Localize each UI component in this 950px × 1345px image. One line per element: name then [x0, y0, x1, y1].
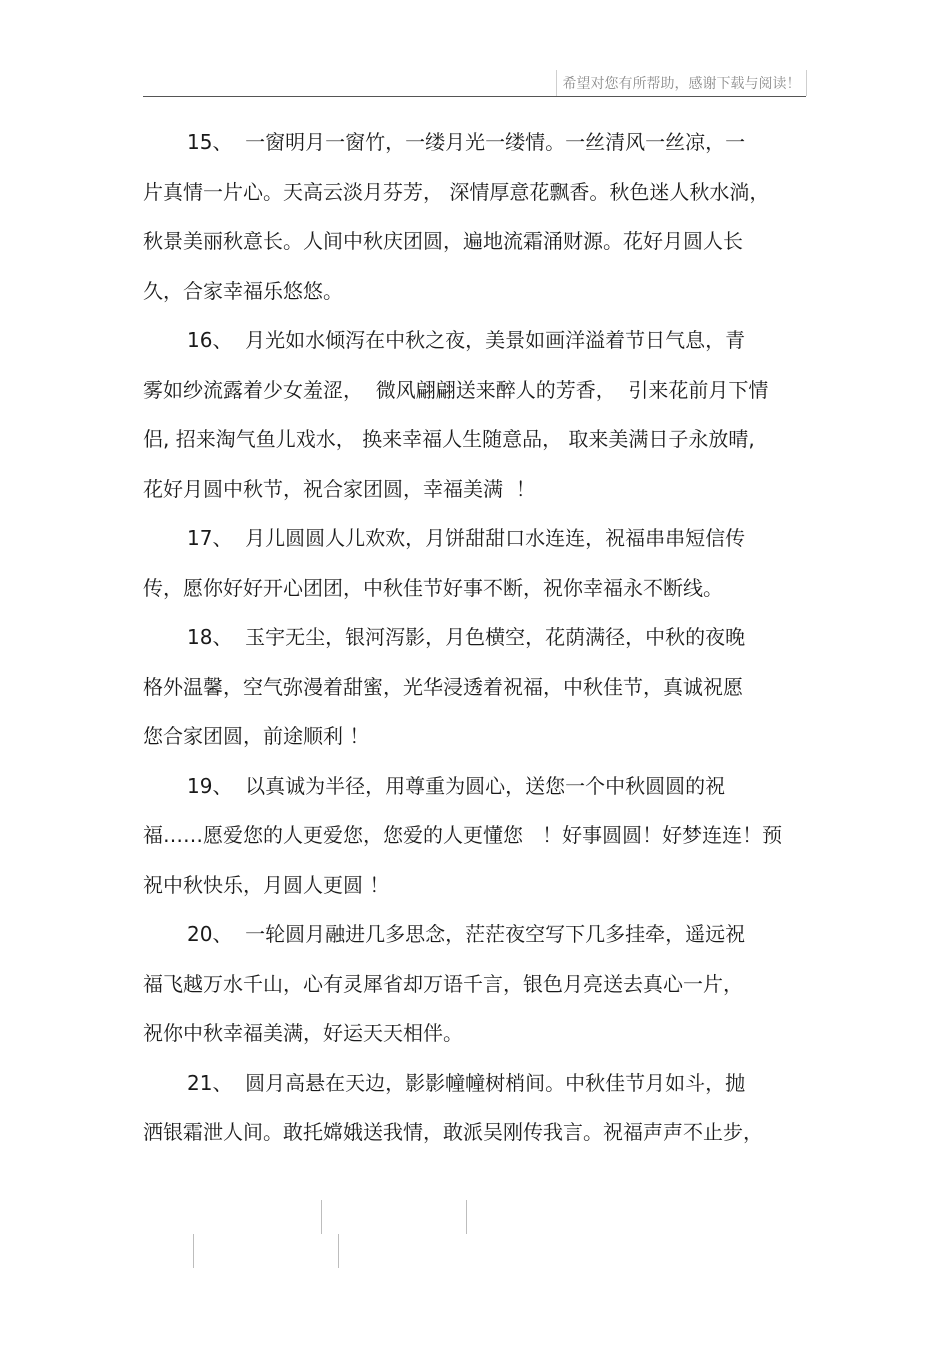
document-body [143, 118, 813, 1158]
paragraph-16 [143, 316, 813, 514]
paragraph-19 [143, 762, 813, 911]
paragraph-20 [143, 910, 813, 1059]
text-line: 福飞越万水千山，心有灵犀省却万语千言，银色月亮送去真心一片， [143, 971, 743, 996]
text-line: 您合家团圆，前途顺利 ！ [143, 724, 370, 748]
text-line: 15、 一窗明月一窗竹，一缕月光一缕情。一丝清风一丝凉，一 [187, 130, 746, 154]
text-line: 片真情一片心。天高云淡月芬芳， 深情厚意花飘香。秋色迷人秋水淌， [143, 179, 770, 204]
table-fragment-line [466, 1200, 467, 1234]
text-line: 久，合家幸福乐悠悠。 [143, 278, 343, 303]
text-line: 18、 玉宇无尘，银河泻影，月色横空，花荫满径，中秋的夜晚 [187, 625, 746, 649]
text-line: 20、 一轮圆月融进几多思念，茫茫夜空写下几多挂牵，遥远祝 [187, 922, 746, 946]
text-line: 洒银霜泄人间。敢托嫦娥送我情，敢派吴刚传我言。祝福声声不止步， [143, 1120, 763, 1144]
table-fragment-line [338, 1234, 339, 1268]
text-line: 21、 圆月高悬在天边，影影幢幢树梢间。中秋佳节月如斗，抛 [187, 1070, 746, 1095]
header-note: 希望对您有所帮助，感谢下载与阅读！ [556, 70, 807, 96]
text-line: 17、 月儿圆圆人儿欢欢，月饼甜甜口水连连，祝福串串短信传 [187, 526, 746, 550]
table-fragment-line [321, 1200, 322, 1234]
text-line: 侣, 招来淘气鱼儿戏水， 换来幸福人生随意品， 取来美满日子永放晴, [143, 427, 755, 451]
text-line: 雾如纱流露着少女羞涩， 微风翩翩送来醉人的芳香， 引来花前月下情 [143, 377, 769, 402]
text-line: 福……愿爱您的人更爱您，您爱的人更懂您 ！好事圆圆！好梦连连！预 [143, 823, 783, 847]
text-line: 传，愿你好好开心团团，中秋佳节好事不断，祝你幸福永不断线。 [143, 575, 723, 600]
text-line: 格外温馨，空气弥漫着甜蜜，光华浸透着祝福，中秋佳节，真诚祝愿 [143, 674, 743, 699]
header-rule [143, 96, 806, 97]
paragraph-15 [143, 118, 813, 316]
table-fragment-line [193, 1234, 194, 1268]
text-line: 秋景美丽秋意长。人间中秋庆团圆，遍地流霜涌财源。花好月圆人长 [143, 229, 743, 253]
text-line: 16、 月光如水倾泻在中秋之夜，美景如画洋溢着节日气息，青 [187, 328, 746, 352]
paragraph-21 [143, 1059, 813, 1158]
text-line: 祝中秋快乐，月圆人更圆 ！ [143, 872, 390, 897]
text-line: 19、 以真诚为半径，用尊重为圆心，送您一个中秋圆圆的祝 [187, 773, 726, 798]
text-line: 祝你中秋幸福美满，好运天天相伴。 [143, 1021, 463, 1045]
text-line: 花好月圆中秋节，祝合家团圆，幸福美满 ！ [143, 476, 536, 501]
paragraph-17 [143, 514, 813, 613]
paragraph-18 [143, 613, 813, 762]
